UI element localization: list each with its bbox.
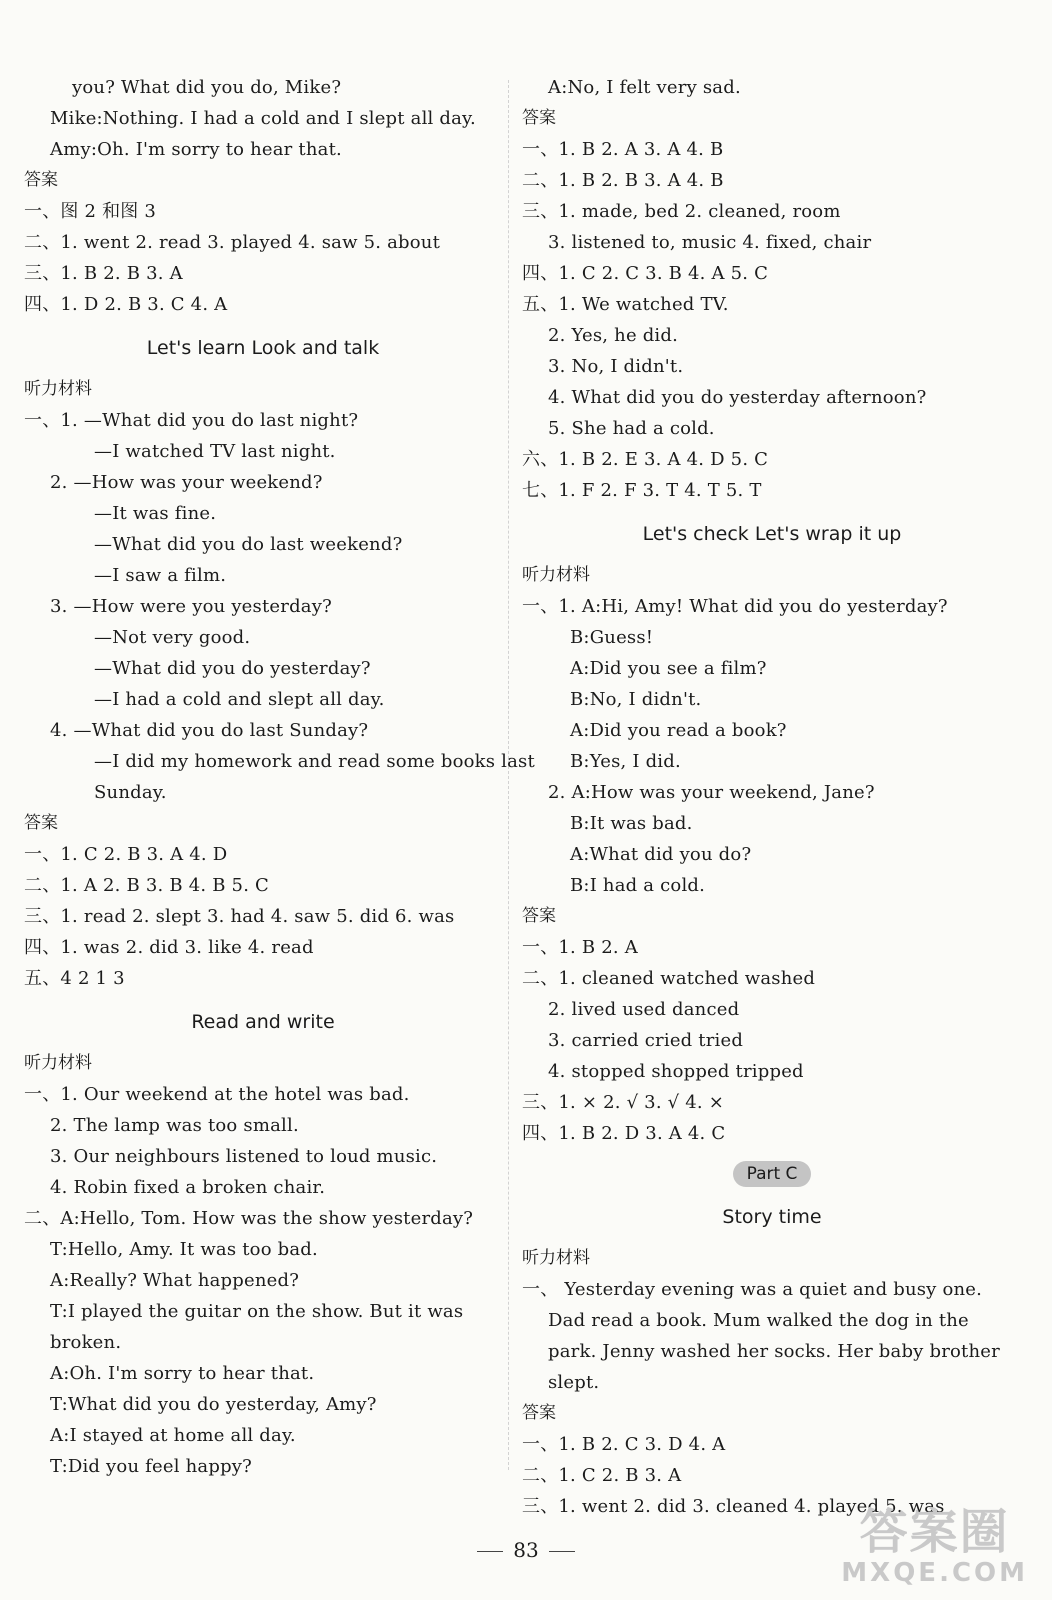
- answer-line: 二、1. B 2. B 3. A 4. B: [522, 170, 724, 191]
- answer-label: 答案: [522, 906, 556, 926]
- answer-line: 二、1. went 2. read 3. played 4. saw 5. about: [24, 232, 441, 253]
- text-line: A:No, I felt very sad.: [548, 77, 741, 98]
- listening-line: Dad read a book. Mum walked the dog in the: [548, 1310, 969, 1331]
- listening-line: 2. A:How was your weekend, Jane?: [548, 782, 875, 803]
- answer-line: 二、1. C 2. B 3. A: [522, 1465, 682, 1486]
- text-line: you? What did you do, Mike?: [72, 77, 342, 98]
- answer-line: 一、1. B 2. A: [522, 937, 638, 958]
- answer-line: 二、1. cleaned watched washed: [522, 968, 816, 989]
- answer-line: 一、1. B 2. A 3. A 4. B: [522, 139, 724, 160]
- listening-line: T:Did you feel happy?: [50, 1456, 253, 1477]
- text-line: Mike:Nothing. I had a cold and I slept all day.: [50, 108, 476, 129]
- listening-line: 3. Our neighbours listened to loud music.: [50, 1146, 438, 1167]
- listening-label: 听力材料: [522, 1248, 590, 1268]
- listening-line: T:Hello, Amy. It was too bad.: [50, 1239, 318, 1260]
- listening-line: —What did you do last weekend?: [94, 534, 403, 555]
- answer-line: 五、4 2 1 3: [24, 968, 125, 989]
- listening-line: A:Really? What happened?: [50, 1270, 300, 1291]
- answer-line: 三、1. made, bed 2. cleaned, room: [522, 201, 841, 222]
- answer-line: 六、1. B 2. E 3. A 4. D 5. C: [522, 449, 769, 470]
- text-line: Amy:Oh. I'm sorry to hear that.: [50, 139, 342, 160]
- answer-label: 答案: [522, 108, 556, 128]
- listening-line: 2. The lamp was too small.: [50, 1115, 299, 1136]
- answer-line: 四、1. B 2. D 3. A 4. C: [522, 1123, 726, 1144]
- listening-line: —I had a cold and slept all day.: [94, 689, 385, 710]
- listening-line: B:No, I didn't.: [570, 689, 702, 710]
- listening-line: —I did my homework and read some books last: [94, 751, 535, 772]
- listening-line: 一、 Yesterday evening was a quiet and busy one.: [522, 1279, 983, 1300]
- section-heading: Let's learn Look and talk: [146, 337, 380, 359]
- listening-line: 一、1. A:Hi, Amy! What did you do yesterday?: [522, 596, 948, 617]
- answer-line: 3. carried cried tried: [548, 1030, 744, 1051]
- answer-line: 五、1. We watched TV.: [522, 294, 729, 315]
- listening-line: park. Jenny washed her socks. Her baby brother: [548, 1341, 1000, 1362]
- answer-line: 4. stopped shopped tripped: [548, 1061, 804, 1082]
- listening-line: 3. —How were you yesterday?: [50, 596, 332, 617]
- part-badge-row: [522, 1161, 1022, 1195]
- listening-label: 听力材料: [24, 1053, 92, 1073]
- page-number-dash: [549, 1551, 575, 1552]
- answer-line: 2. Yes, he did.: [548, 325, 679, 346]
- answer-line: 3. listened to, music 4. fixed, chair: [548, 232, 872, 253]
- answer-line: 一、图 2 和图 3: [24, 201, 157, 222]
- left-column: [24, 72, 535, 1482]
- answer-line: 三、1. × 2. √ 3. √ 4. ×: [522, 1092, 725, 1113]
- listening-line: A:I stayed at home all day.: [50, 1425, 296, 1446]
- watermark: [841, 1506, 1028, 1588]
- listening-line: —I watched TV last night.: [94, 441, 336, 462]
- right-column: [522, 72, 1022, 1522]
- answer-line: 一、1. C 2. B 3. A 4. D: [24, 844, 228, 865]
- listening-line: B:I had a cold.: [570, 875, 706, 896]
- listening-line: —It was fine.: [94, 503, 217, 524]
- listening-line: —What did you do yesterday?: [94, 658, 371, 679]
- listening-line: B:Yes, I did.: [570, 751, 681, 772]
- listening-line: A:Did you see a film?: [570, 658, 767, 679]
- listening-line: 2. —How was your weekend?: [50, 472, 323, 493]
- listening-line: A:What did you do?: [570, 844, 752, 865]
- answer-line: 5. She had a cold.: [548, 418, 715, 439]
- page-number-dash: [477, 1551, 503, 1552]
- answer-line: 四、1. C 2. C 3. B 4. A 5. C: [522, 263, 769, 284]
- answer-line: 三、1. went 2. did 3. cleaned 4. played 5. was: [522, 1496, 945, 1517]
- section-heading: Read and write: [191, 1011, 335, 1033]
- listening-line: Sunday.: [94, 782, 167, 803]
- answer-line: 4. What did you do yesterday afternoon?: [548, 387, 927, 408]
- listening-line: 一、1. Our weekend at the hotel was bad.: [24, 1084, 410, 1105]
- answer-line: 三、1. read 2. slept 3. had 4. saw 5. did 6. was: [24, 906, 455, 927]
- listening-line: A:Oh. I'm sorry to hear that.: [50, 1363, 315, 1384]
- answer-line: 二、1. A 2. B 3. B 4. B 5. C: [24, 875, 270, 896]
- listening-line: 二、A:Hello, Tom. How was the show yesterday?: [24, 1208, 474, 1229]
- answer-line: 2. lived used danced: [548, 999, 740, 1020]
- part-badge: Part C: [733, 1161, 812, 1187]
- listening-line: —I saw a film.: [94, 565, 227, 586]
- answer-label: 答案: [24, 813, 58, 833]
- listening-line: 4. —What did you do last Sunday?: [50, 720, 369, 741]
- listening-line: T:What did you do yesterday, Amy?: [50, 1394, 377, 1415]
- listening-line: broken.: [50, 1332, 122, 1353]
- listening-label: 听力材料: [522, 565, 590, 585]
- listening-line: —Not very good.: [94, 627, 251, 648]
- listening-line: T:I played the guitar on the show. But it was: [50, 1301, 464, 1322]
- answer-line: 一、1. B 2. C 3. D 4. A: [522, 1434, 726, 1455]
- listening-label: 听力材料: [24, 379, 92, 399]
- section-heading: Let's check Let's wrap it up: [642, 523, 902, 545]
- listening-line: slept.: [548, 1372, 600, 1393]
- answer-line: 七、1. F 2. F 3. T 4. T 5. T: [522, 480, 762, 501]
- listening-line: 4. Robin fixed a broken chair.: [50, 1177, 326, 1198]
- answer-label: 答案: [24, 170, 58, 190]
- section-heading: Story time: [722, 1206, 822, 1228]
- listening-line: B:Guess!: [570, 627, 654, 648]
- listening-line: B:It was bad.: [570, 813, 693, 834]
- listening-line: A:Did you read a book?: [570, 720, 787, 741]
- answer-line: 三、1. B 2. B 3. A: [24, 263, 183, 284]
- answer-label: 答案: [522, 1403, 556, 1423]
- watermark-url: MXQE.COM: [841, 1558, 1028, 1588]
- answer-line: 3. No, I didn't.: [548, 356, 684, 377]
- page-number-text: 83: [513, 1538, 539, 1562]
- answer-line: 四、1. D 2. B 3. C 4. A: [24, 294, 228, 315]
- listening-line: 一、1. —What did you do last night?: [24, 410, 359, 431]
- answer-line: 四、1. was 2. did 3. like 4. read: [24, 937, 314, 958]
- watermark-logo: 答案圈: [859, 1504, 1010, 1560]
